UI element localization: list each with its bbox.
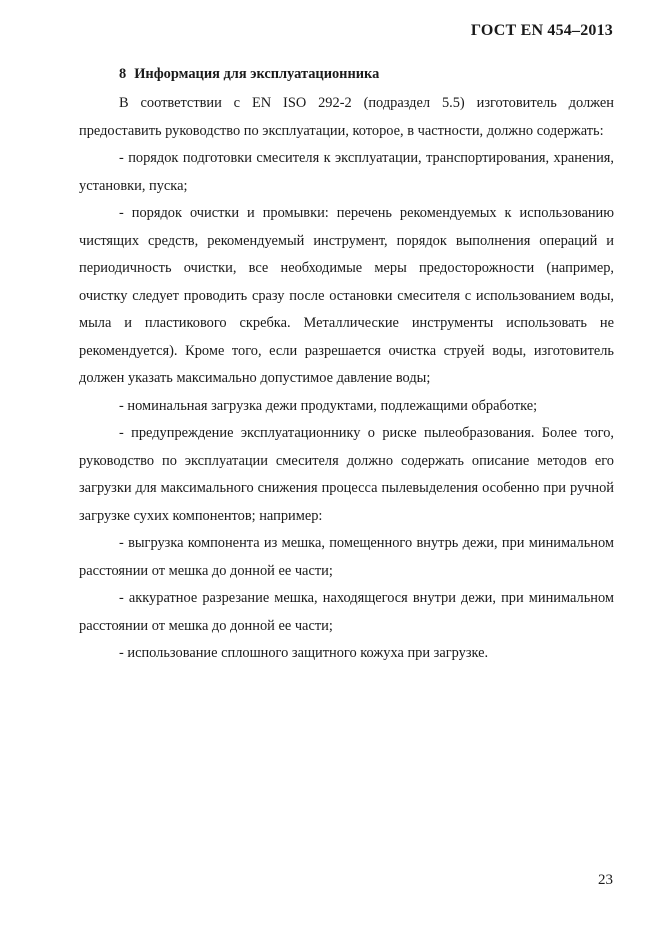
document-header: ГОСТ EN 454–2013	[470, 22, 613, 39]
list-item-cover: - использование сплошного защитного кожуха при загрузке.	[119, 645, 489, 661]
list-item-load: - номинальная загрузка дежи продуктами, подлежащими обработке;	[119, 397, 538, 414]
paragraph-intro: В соответствии с EN ISO 292-2 (подраздел 5.5) изготовитель должен предоставить руководство по эксплуатации, которое, в частности, должно содержать:	[79, 95, 614, 139]
page-body	[79, 63, 614, 668]
list-item-cleaning: - порядок очистки и промывки: перечень рекомендуемых к использованию чистящих средств, рекомендуемый инструмент, порядок выполнения операций и периодичность очистки, все необходимые меры предосторожности (например, очистку следует проводить сразу после остановки смесителя с использованием воды, мыла и пластикового скребка. Металлические инструменты использовать не рекомендуется). Кроме того, если разрешается очистка струей воды, изготовитель должен указать максимально допустимое давление воды;	[79, 205, 614, 386]
section-heading	[79, 63, 614, 85]
list-item-unloading: - выгрузка компонента из мешка, помещенного внутрь дежи, при минимальном расстоянии от мешка до донной ее части;	[79, 535, 614, 579]
section-number: 8	[119, 66, 127, 82]
list-item-dust-warning: - предупреждение эксплуатационнику о риске пылеобразования. Более того, руководство по эксплуатации смесителя должно содержать описание методов его загрузки для максимального снижения процесса пылевыделения особенно при ручной загрузке сухих компонентов; например:	[79, 425, 614, 524]
section-title: Информация для эксплуатационника	[134, 66, 380, 82]
list-item-cutting: - аккуратное разрезание мешка, находящегося внутри дежи, при минимальном расстоянии от мешка до донной ее части;	[79, 590, 614, 634]
list-item-preparation: - порядок подготовки смесителя к эксплуатации, транспортирования, хранения, установки, пуска;	[79, 150, 614, 194]
page-number: 23	[598, 872, 613, 888]
